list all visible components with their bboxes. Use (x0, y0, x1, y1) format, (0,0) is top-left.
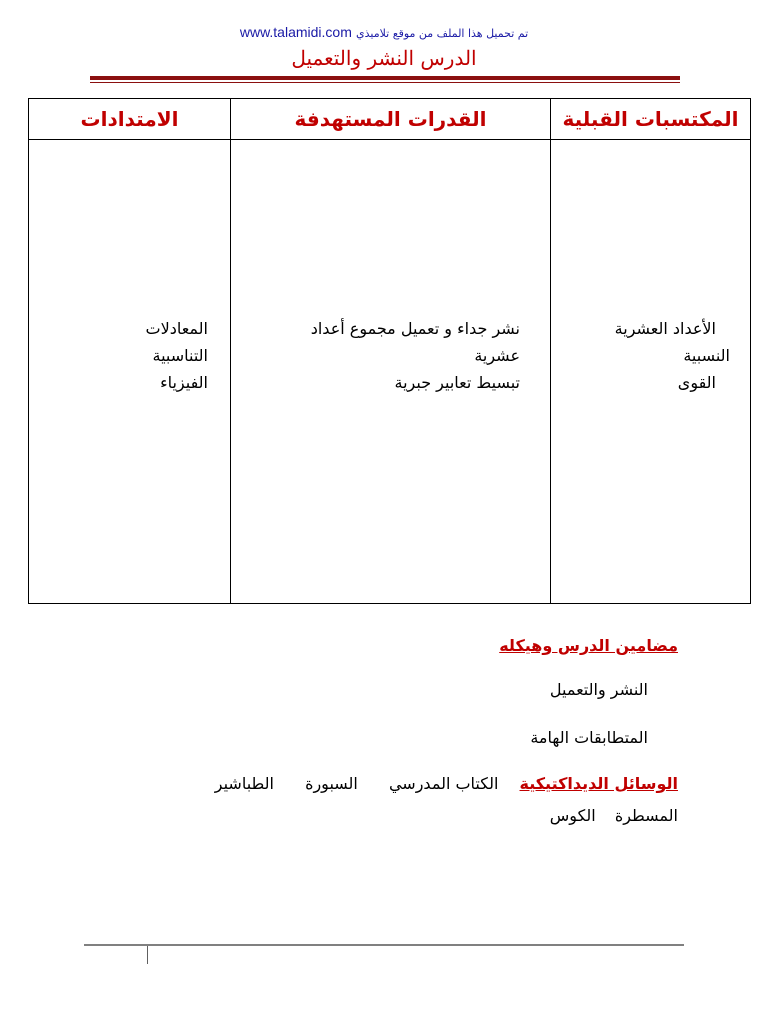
tool-item: الكتاب المدرسي (388, 774, 499, 793)
tool-item: الكوس (549, 806, 596, 825)
cell-target-skills (231, 140, 551, 604)
prior-item: الأعداد العشرية (614, 319, 716, 338)
tool-item: الطباشير (214, 774, 274, 793)
header-target-skills: القدرات المستهدفة (231, 99, 551, 140)
site-note: تم تحميل هذا الملف من موقع تلاميذي (356, 27, 529, 40)
cell-extensions (29, 140, 231, 604)
contents-item: النشر والتعميل (549, 680, 648, 699)
table-body-row (29, 140, 751, 604)
tools-title: الوسائل الديداكتيكية (519, 774, 678, 793)
footer-rule (84, 944, 684, 946)
contents-title: مضامين الدرس وهيكله (499, 636, 678, 655)
tool-item: السبورة (305, 774, 358, 793)
contents-item: المتطابقات الهامة (530, 728, 648, 747)
title-rule-thin (90, 82, 680, 83)
header-prior-knowledge: المكتسبات القبلية (551, 99, 751, 140)
table-header-row (29, 99, 751, 140)
target-item: تبسيط تعابير جبرية (394, 373, 520, 392)
extension-item: التناسبية (152, 346, 208, 365)
tools-row-continued (536, 806, 678, 825)
site-url[interactable]: www.talamidi.com (239, 24, 352, 40)
target-item: عشرية (474, 346, 520, 365)
lesson-table (28, 98, 751, 604)
header-extensions: الامتدادات (29, 99, 231, 140)
footer-tick (147, 946, 148, 964)
lesson-title: الدرس النشر والتعميل (291, 46, 477, 70)
prior-item: القوى (677, 373, 716, 392)
title-rule-thick (90, 76, 680, 80)
prior-item: النسبية (683, 346, 730, 365)
header-source (0, 24, 768, 41)
extension-item: الفيزياء (160, 373, 208, 392)
target-item: نشر جداء و تعميل مجموع أعداد (310, 319, 520, 338)
extension-item: المعادلات (145, 319, 208, 338)
tool-item: المسطرة (614, 806, 678, 825)
cell-prior-knowledge (551, 140, 751, 604)
tools-row (189, 774, 678, 793)
